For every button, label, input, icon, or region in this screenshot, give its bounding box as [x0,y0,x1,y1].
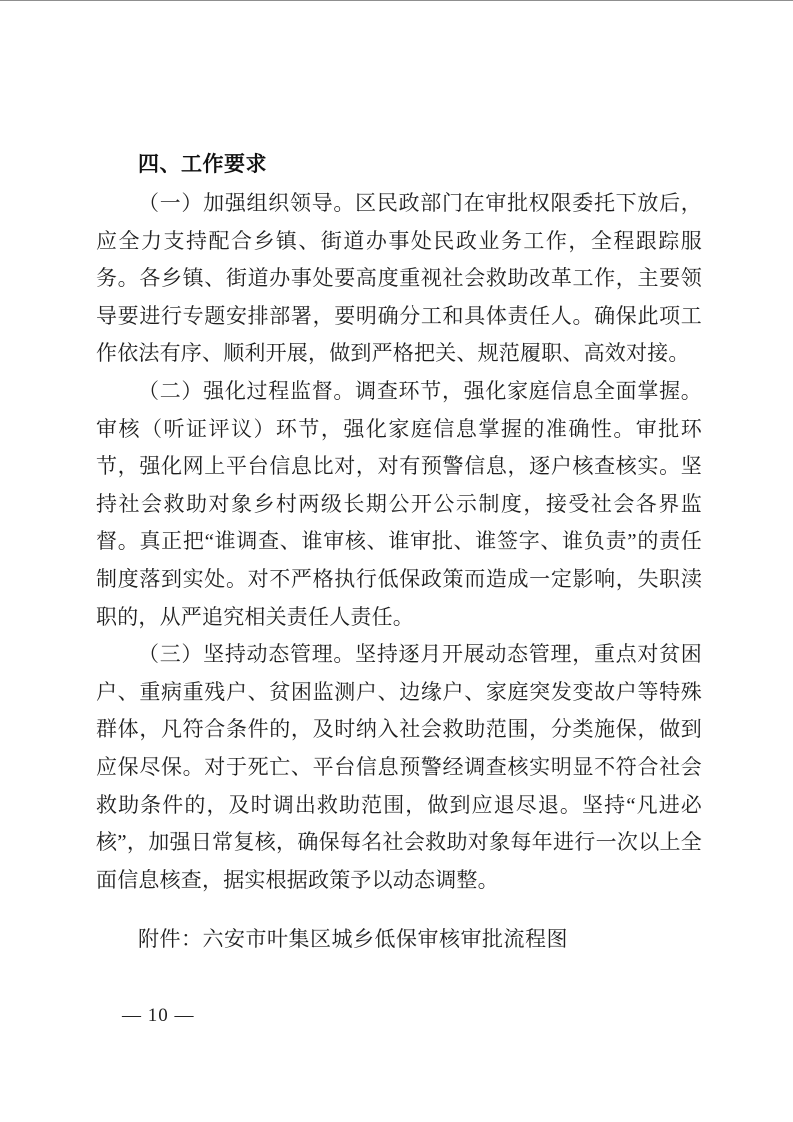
page-number: — 10 — [122,1005,195,1026]
attachment-line: 附件：六安市叶集区城乡低保审核审批流程图 [138,927,568,952]
document-body [96,145,702,959]
page-top-edge [0,0,793,1]
paragraph-1: （一）加强组织领导。区民政部门在审批权限委托下放后，应全力支持配合乡镇、街道办事处民政业务工作，全程跟踪服务。各乡镇、街道办事处要高度重视社会救助改革工作，主要领导要进行专题安排部署，要明确分工和具体责任人。确保此项工作依法有序、顺利开展，做到严格把关、规范履职、高效对接。 [96,191,702,366]
section-heading: 四、工作要求 [138,153,267,176]
paragraph-2: （二）强化过程监督。调查环节，强化家庭信息全面掌握。审核（听证评议）环节，强化家庭信息掌握的准确性。审批环节，强化网上平台信息比对，对有预警信息，逐户核查核实。坚持社会救助对象乡村两级长期公开公示制度，接受社会各界监督。真正把“谁调查、谁审核、谁审批、谁签字、谁负责”的责任制度落到实处。对不严格执行低保政策而造成一定影响，失职渎职的，从严追究相关责任人责任。 [96,378,702,629]
paragraph-3: （三）坚持动态管理。坚持逐月开展动态管理，重点对贫困户、重病重残户、贫困监测户、边缘户、家庭突发变故户等特殊群体，凡符合条件的，及时纳入社会救助范围，分类施保，做到应保尽保。对于死亡、平台信息预警经调查核实明显不符合社会救助条件的，及时调出救助范围，做到应退尽退。坚持“凡进必核”，加强日常复核，确保每名社会救助对象每年进行一次以上全面信息核查，据实根据政策予以动态调整。 [96,642,702,892]
